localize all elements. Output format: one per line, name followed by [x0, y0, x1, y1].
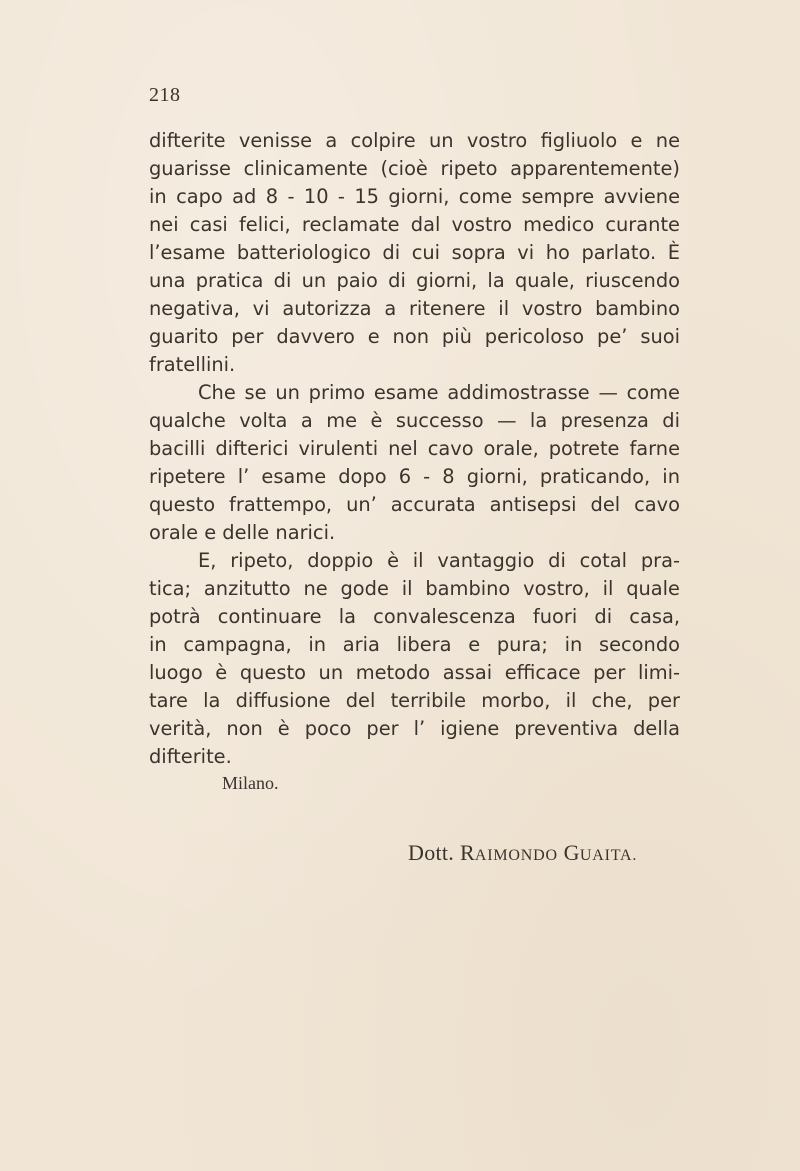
signature-title: Dott. — [408, 840, 455, 865]
signature-first-rest: AIMONDO — [474, 847, 558, 864]
text-line: tica; anzitutto ne gode il bambino vostro, il quale — [149, 577, 680, 600]
text-line: l’esame batteriologico di cui sopra vi ho parlato. È — [149, 241, 680, 264]
text-line: potrà continuare la convalescenza fuori di casa, — [149, 605, 680, 628]
text-line: ripetere l’ esame dopo 6 - 8 giorni, praticando, in — [149, 465, 680, 488]
text-line: difterite venisse a colpire un vostro figliuolo e ne — [149, 129, 680, 152]
text-line: luogo è questo un metodo assai efficace per limi- — [149, 661, 680, 684]
text-line: Che se un primo esame addimostrasse — come — [198, 381, 680, 404]
signature-first-initial: R — [459, 840, 475, 865]
text-line: negativa, vi autorizza a ritenere il vostro bambino — [149, 297, 680, 320]
text-line: guarito per davvero e non più pericoloso pe’ suoi — [149, 325, 680, 348]
page-number: 218 — [149, 84, 181, 106]
text-line: E, ripeto, doppio è il vantaggio di cotal pra- — [198, 549, 680, 572]
text-line: difterite. — [149, 745, 232, 768]
signature-last-rest: UAITA. — [579, 847, 638, 864]
body-text — [149, 127, 680, 771]
text-line: verità, non è poco per l’ igiene preventiva della — [149, 717, 680, 740]
place-name: Milano. — [222, 773, 279, 793]
text-line: tare la diffusione del terribile morbo, il che, per — [149, 689, 680, 712]
text-line: questo frattempo, un’ accurata antisepsi del cavo — [149, 493, 680, 516]
text-line: una pratica di un paio di giorni, la quale, riuscendo — [149, 269, 680, 292]
text-line: fratellini. — [149, 353, 236, 376]
author-signature — [408, 840, 637, 866]
text-line: guarisse clinicamente (cioè ripeto apparentemente) — [149, 157, 680, 180]
text-line: nei casi felici, reclamate dal vostro medico curante — [149, 213, 680, 236]
text-line: in campagna, in aria libera e pura; in secondo — [149, 633, 680, 656]
signature-last-initial: G — [563, 840, 580, 865]
text-line: qualche volta a me è successo — la presenza di — [149, 409, 680, 432]
text-line: in capo ad 8 - 10 - 15 giorni, come sempre avviene — [149, 185, 680, 208]
text-line: bacilli difterici virulenti nel cavo orale, potrete farne — [149, 437, 680, 460]
text-line: orale e delle narici. — [149, 521, 336, 544]
